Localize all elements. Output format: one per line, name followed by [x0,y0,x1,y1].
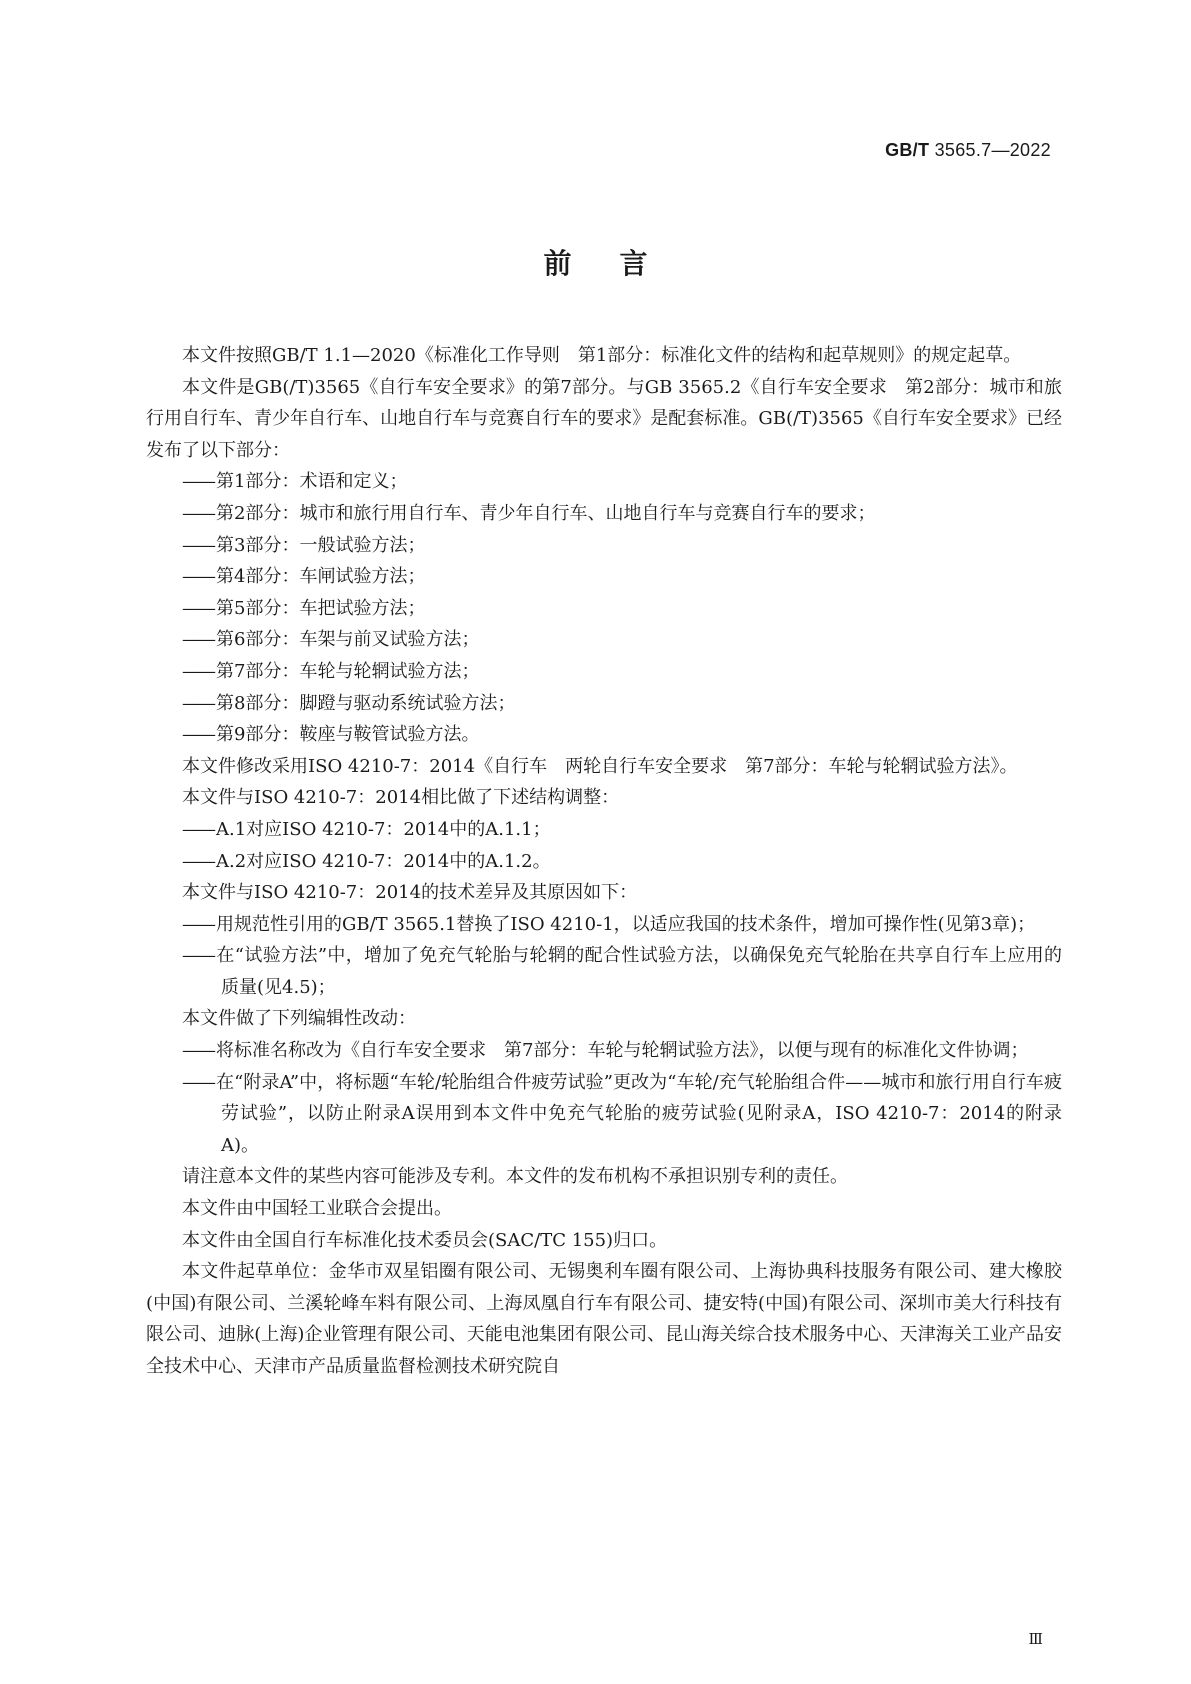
standard-number [885,140,1051,161]
list-item: —— 第8部分：脚蹬与驱动系统试验方法； [146,688,1062,720]
list-item: —— 第5部分：车把试验方法； [146,593,1062,625]
paragraph: 本文件由全国自行车标准化技术委员会(SAC/TC 155)归口。 [182,1229,668,1251]
paragraph: 本文件做了下列编辑性改动： [182,1008,416,1030]
foreword-body [146,340,1062,1383]
paragraph: 本文件修改采用ISO 4210-7：2014《自行车 两轮自行车安全要求 第7部分：车轮与轮辋试验方法》。 [182,755,1018,777]
page-title: 前言 [543,247,696,280]
list-item: —— 在“附录A”中，将标题“车轮/轮胎组合件疲劳试验”更改为“车轮/充气轮胎组合件——城市和旅行用自行车疲劳试验”，以防止附录A误用到本文件中免充气轮胎的疲劳试验(见附录A，ISO 4210-7：2014的附录A)。 [146,1067,1062,1162]
list-item: —— A.2对应ISO 4210-7：2014中的A.1.2。 [146,846,1062,878]
paragraph: 本文件按照GB/T 1.1—2020《标准化工作导则 第1部分：标准化文件的结构和起草规则》的规定起草。 [182,345,1022,366]
list-item: —— 第9部分：鞍座与鞍管试验方法。 [146,719,1062,751]
list-item: —— 在“试验方法”中，增加了免充气轮胎与轮辋的配合性试验方法，以确保免充气轮胎在共享自行车上应用的质量(见4.5)； [146,940,1062,1003]
standard-prefix: GB/T [885,140,930,160]
paragraph: 请注意本文件的某些内容可能涉及专利。本文件的发布机构不承担识别专利的责任。 [182,1166,848,1188]
list-item: —— 第6部分：车架与前叉试验方法； [146,624,1062,656]
list-item: —— 将标准名称改为《自行车安全要求 第7部分：车轮与轮辋试验方法》，以便与现有的标准化文件协调； [146,1035,1062,1067]
paragraph: 本文件起草单位：金华市双星铝圈有限公司、无锡奥利车圈有限公司、上海协典科技服务有限公司、建大橡胶(中国)有限公司、兰溪轮峰车料有限公司、上海凤凰自行车有限公司、捷安特(中国)有限公司、深圳市美大行科技有限公司、迪脉(上海)企业管理有限公司、天能电池集团有限公司、昆山海关综合技术服务中心、天津海关工业产品安全技术中心、天津市产品质量监督检测技术研究院自 [146,1261,1062,1377]
list-item: —— 第2部分：城市和旅行用自行车、青少年自行车、山地自行车与竞赛自行车的要求； [146,498,1062,530]
paragraph: 本文件由中国轻工业联合会提出。 [182,1198,452,1220]
paragraph: 本文件与ISO 4210-7：2014相比做了下述结构调整： [182,787,620,809]
list-item: —— 用规范性引用的GB/T 3565.1替换了ISO 4210-1，以适应我国的技术条件，增加可操作性(见第3章)； [146,909,1062,941]
page-number: Ⅲ [1028,1630,1043,1648]
list-item: —— 第1部分：术语和定义； [146,466,1062,498]
list-item: —— 第7部分：车轮与轮辋试验方法； [146,656,1062,688]
list-item: —— A.1对应ISO 4210-7：2014中的A.1.1； [146,814,1062,846]
standard-code: 3565.7—2022 [934,140,1051,160]
paragraph: 本文件与ISO 4210-7：2014的技术差异及其原因如下： [182,882,638,904]
paragraph: 本文件是GB(/T)3565《自行车安全要求》的第7部分。与GB 3565.2《自行车安全要求 第2部分：城市和旅行用自行车、青少年自行车、山地自行车与竞赛自行车的要求》是配套标准。GB(/T)3565《自行车安全要求》已经发布了以下部分： [146,376,1062,461]
list-item: —— 第4部分：车闸试验方法； [146,561,1062,593]
list-item: —— 第3部分：一般试验方法； [146,530,1062,562]
